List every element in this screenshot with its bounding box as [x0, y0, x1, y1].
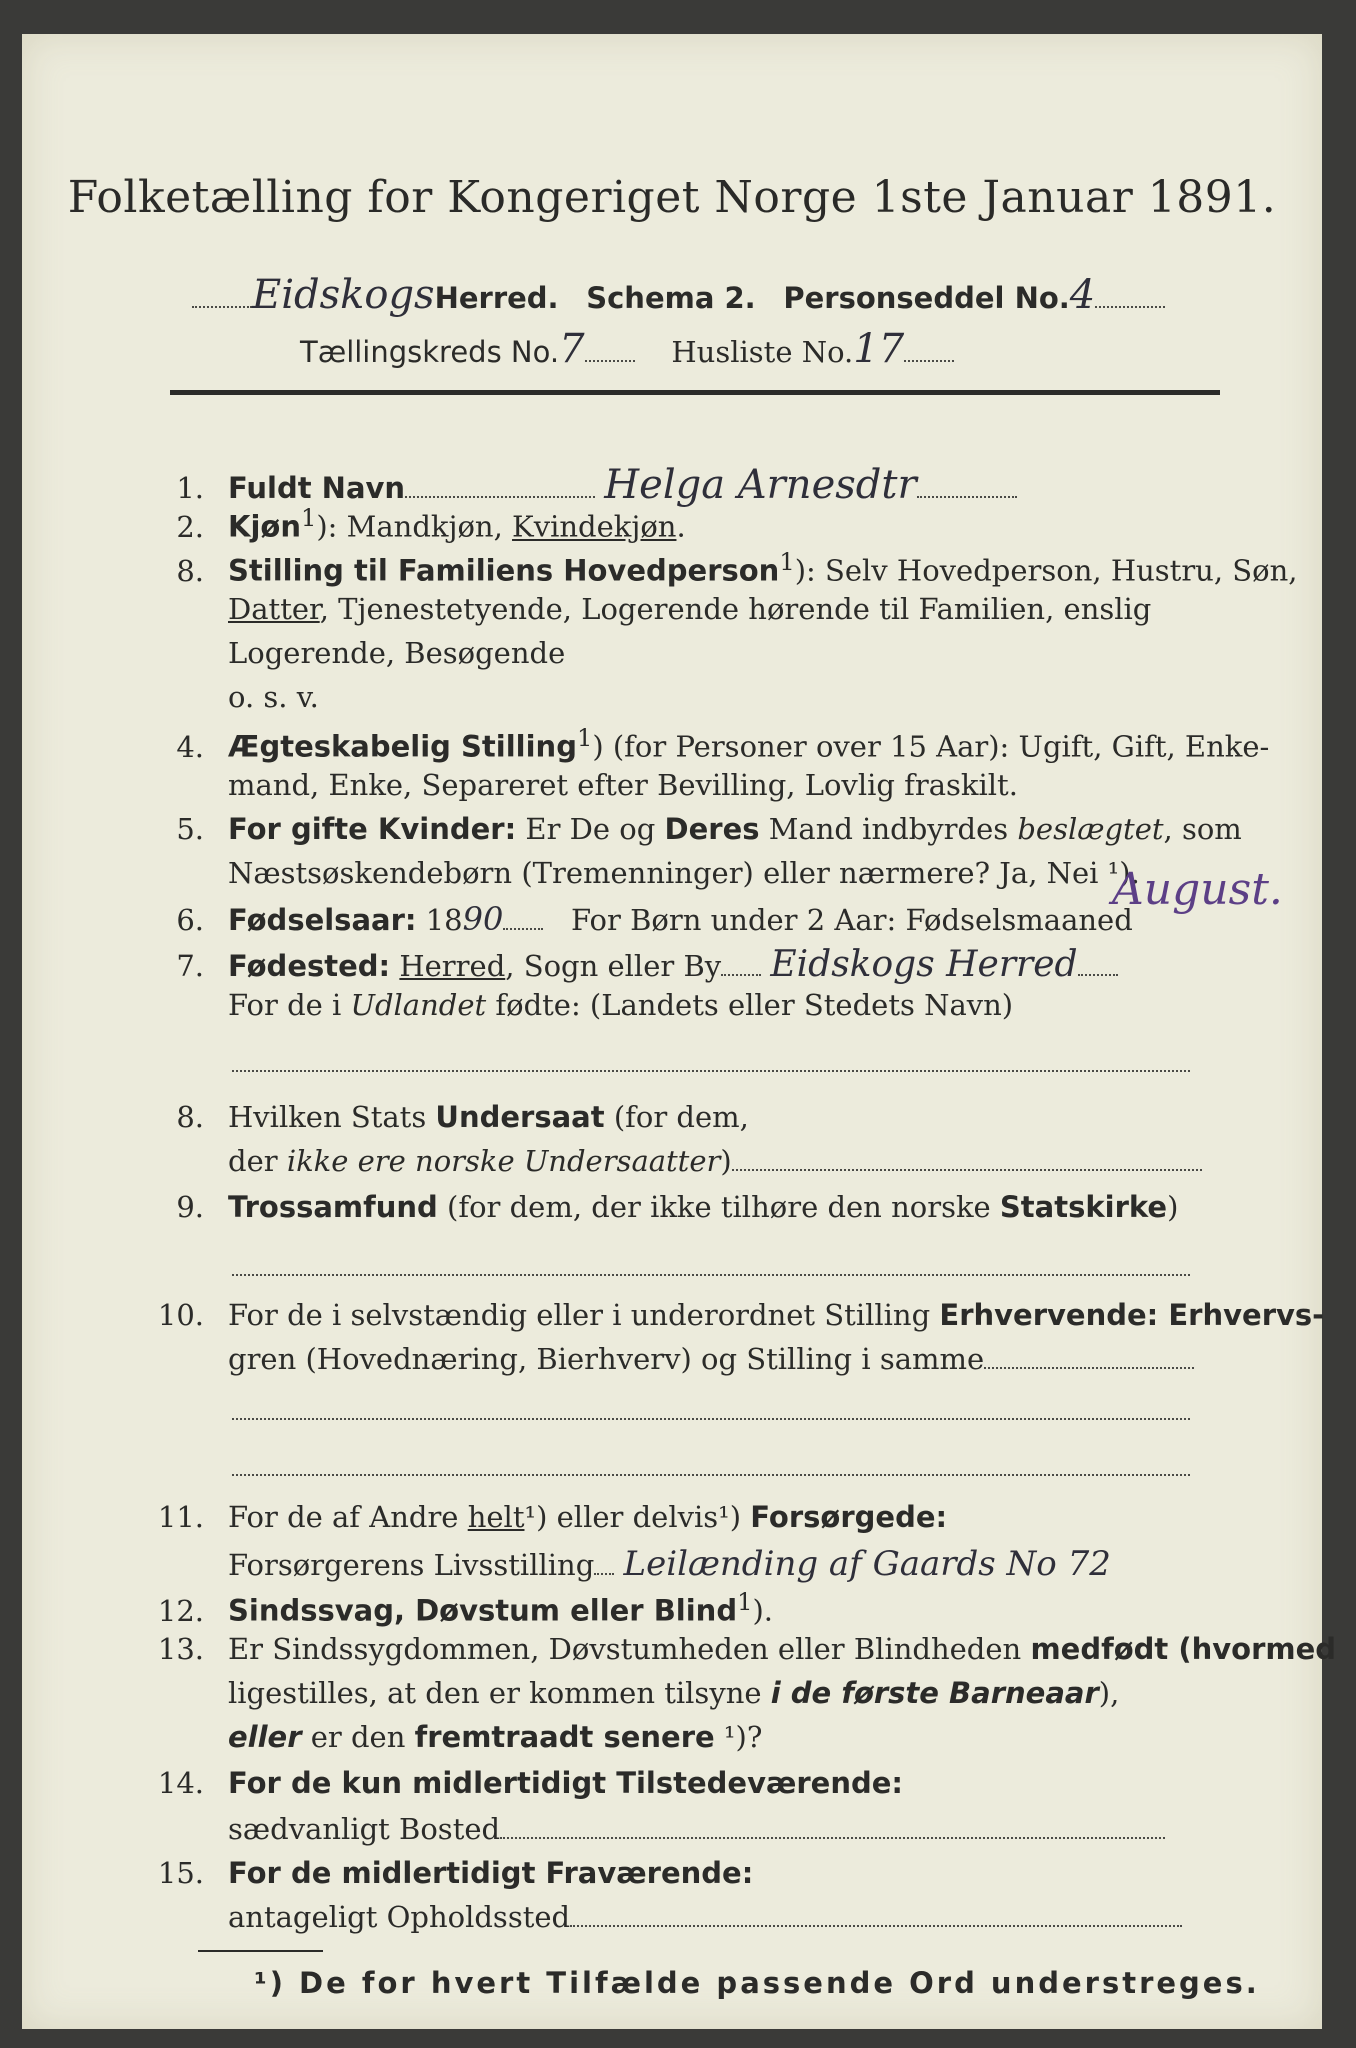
- footnote: ¹) De for hvert Tilfælde passende Ord understreges.: [254, 1966, 1260, 2000]
- item-14: 14. For de kun midlertidigt Tilstedeværende:: [157, 1766, 904, 1800]
- personseddel-label: Personseddel No.: [783, 281, 1070, 315]
- personseddel-no: 4: [1069, 272, 1096, 318]
- herred-name: Eidskogs: [252, 272, 435, 318]
- item-6: 6. Fødselsaar: 1890 For Børn under 2 Aar: Fødselsmaaned: [176, 900, 1133, 938]
- birth-month-answer: August.: [1112, 864, 1283, 915]
- item-10: 10. For de i selvstændig eller i underordnet Stilling Erhvervende: Erhvervs-: [157, 1298, 1325, 1332]
- item-11: 11. For de af Andre helt¹) eller delvis¹) Forsørgede:: [157, 1500, 948, 1534]
- item-7-blank: [232, 1070, 1190, 1072]
- item-3: 8. Stilling til Familiens Hovedperson$^1$): Selv Hovedperson, Hustru, Søn,: [176, 548, 1298, 588]
- birthplace-answer: Eidskogs Herred: [770, 944, 1078, 985]
- header-rule: [170, 390, 1220, 395]
- taellingskreds-no: 7: [559, 326, 585, 372]
- item-8: 8. Hvilken Stats Undersaat (for dem,: [176, 1100, 749, 1134]
- item-5: 5. For gifte Kvinder: Er De og Deres Mand indbyrdes beslægtet, som: [176, 812, 1242, 846]
- herred-line: EidskogsHerred. Schema 2. Personseddel No.4: [192, 272, 1165, 318]
- form-title: Folketælling for Kongeriget Norge 1ste Januar 1891.: [67, 172, 1277, 223]
- item-4: 4. Ægteskabelig Stilling$^1$) (for Personer over 15 Aar): Ugift, Gift, Enke-: [176, 724, 1270, 764]
- item-10-blank-2: [232, 1474, 1190, 1476]
- full-name-answer: Helga Arnesdtr: [604, 462, 917, 508]
- item-9: 9. Trossamfund (for dem, der ikke tilhøre den norske Statskirke): [176, 1190, 1179, 1224]
- item-10-blank-1: [232, 1418, 1190, 1420]
- birth-year-answer: 90: [462, 900, 504, 938]
- schema-label: Schema 2.: [586, 281, 756, 315]
- census-form-sheet: Folketælling for Kongeriget Norge 1ste Januar 1891. EidskogsHerred. Schema 2. Personseddel No.4 Tællingskreds No.7 Husliste No.17 1. Fuldt Navn Helga Arnesdtr 2. Kjøn$^1$): Mandkjøn, Kvindekjøn. 8. Stilling til Familiens Hovedperson$^1$): Selv Hovedperson, Hustru, Søn, Datter, Tjenestetyende, Logerende hørende til Familien, enslig Logerende, Besøgende o. s. v. 4. Ægteskabelig Stilling$^1$) (for Personer over 15 Aar): Ugift, Gift, Enke- mand, Enke, Separeret efter Bevilling, Lovlig fraskilt. 5. For gifte Kvinder: Er De og Deres Mand indbyrdes beslægtet, som Næstsøskendebørn (Tremenninger) eller nærmere? Ja, Nei ¹). 6. Fødselsaar: 1890 For Børn under 2 Aar: Fødselsmaaned August. 7. Fødested: Herred, Sogn eller By Eidskogs Herred For de i Udlandet fødte: (Landets eller Stedets Navn) 8. Hvilken Stats Undersaat (for dem, der ikke ere norske Undersaatter) 9. Trossamfund (for dem, der ikke tilhøre den norske Statskirke) 10. For de i selvstændig eller i underordnet Stilling Erhvervende: Erhvervs- gren (Hovednæring, Bierhverv) og Stilling i samme 11. For de af Andre helt¹) eller delvis¹) Forsørgede: Forsørgerens Livsstilling Leilænding af Gaards No 72 12. Sindssvag, Døvstum eller Blind$^1$). 13. Er Sindssygdommen, Døvstumheden eller Blindheden medfødt (hvormed ligestilles, at den er kommen tilsyne i de første Barneaar), eller er den fremtraadt senere ¹)? 14. For de kun midlertidigt Tilstedeværende: sædvanligt Bosted 15. For de midlertidigt Fraværende: antageligt Opholdssted ¹) De for hvert Tilfælde passende Ord understreges.: [22, 34, 1322, 2029]
- footnote-rule: [198, 1950, 323, 1952]
- husliste-no: 17: [853, 326, 905, 372]
- item-2: 2. Kjøn$^1$): Mandkjøn, Kvindekjøn.: [176, 504, 686, 544]
- item-1: 1. Fuldt Navn Helga Arnesdtr: [142, 462, 1017, 508]
- item-12: 12. Sindssvag, Døvstum eller Blind$^1$).: [157, 1588, 774, 1628]
- provider-occupation-answer: Leilænding af Gaards No 72: [623, 1544, 1111, 1584]
- taellingskreds-line: Tællingskreds No.7 Husliste No.17: [300, 326, 954, 372]
- item-15: 15. For de midlertidigt Fraværende:: [157, 1856, 754, 1890]
- item-13: 13. Er Sindssygdommen, Døvstumheden eller Blindheden medfødt (hvormed: [157, 1632, 1337, 1666]
- item-7: 7. Fødested: Herred, Sogn eller By Eidskogs Herred: [142, 944, 1118, 985]
- item-9-blank: [232, 1274, 1190, 1276]
